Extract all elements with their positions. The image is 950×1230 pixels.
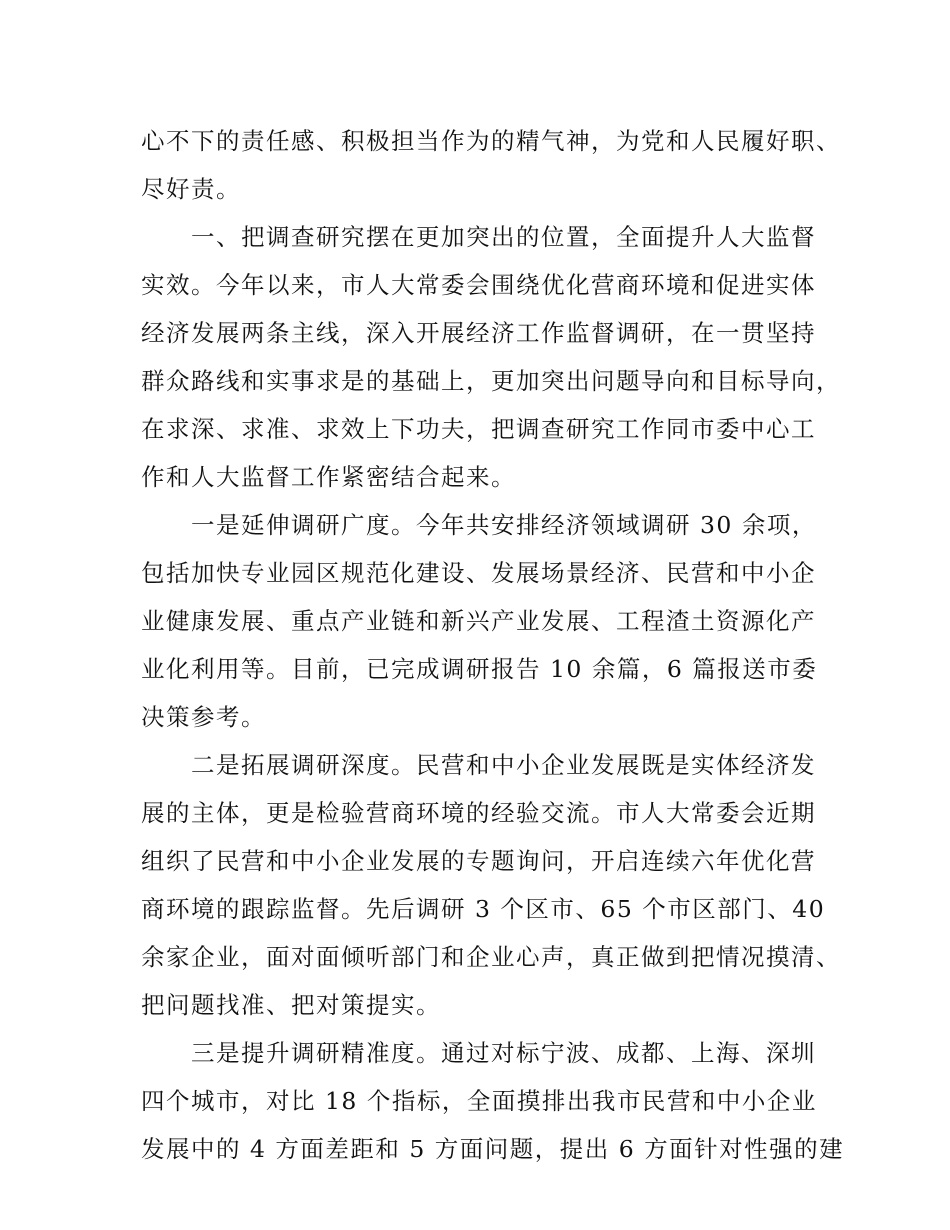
text-line: 余家企业，面对面倾听部门和企业心声，真正做到把情况摸清、 — [141, 943, 841, 971]
text-line: 经济发展两条主线，深入开展经济工作监督调研，在一贯坚持 — [141, 319, 816, 347]
section-heading-line: 一、把调查研究摆在更加突出的位置，全面提升人大监督 — [191, 223, 816, 251]
text-line: 作和人大监督工作紧密结合起来。 — [141, 463, 516, 491]
text-line: 业健康发展、重点产业链和新兴产业发展、工程渣土资源化产 — [141, 607, 816, 635]
text-line: 决策参考。 — [141, 703, 266, 731]
text-line: 四个城市，对比 18 个指标，全面摸排出我市民营和中小企业 — [141, 1087, 817, 1115]
text-line: 心不下的责任感、积极担当作为的精气神，为党和人民履好职、 — [141, 127, 841, 155]
text-line: 包括加快专业园区规范化建设、发展场景经济、民营和中小企 — [141, 559, 816, 587]
text-line: 组织了民营和中小企业发展的专题询问，开启连续六年优化营 — [141, 847, 816, 875]
paragraph-start-line: 三是提升调研精准度。通过对标宁波、成都、上海、深圳 — [191, 1039, 816, 1067]
paragraph-start-line: 二是拓展调研深度。民营和中小企业发展既是实体经济发 — [191, 751, 816, 779]
text-line: 展的主体，更是检验营商环境的经验交流。市人大常委会近期 — [141, 799, 816, 827]
text-line: 业化利用等。目前，已完成调研报告 10 余篇，6 篇报送市委 — [141, 655, 818, 683]
text-line: 商环境的跟踪监督。先后调研 3 个区市、65 个市区部门、40 — [141, 895, 826, 923]
text-line: 群众路线和实事求是的基础上，更加突出问题导向和目标导向， — [141, 367, 841, 395]
text-line: 实效。今年以来，市人大常委会围绕优化营商环境和促进实体 — [141, 271, 816, 299]
text-line: 尽好责。 — [141, 175, 241, 203]
document-body — [141, 117, 845, 1173]
paragraph-start-line: 一是延伸调研广度。今年共安排经济领域调研 30 余项， — [191, 511, 817, 539]
text-line: 在求深、求准、求效上下功夫，把调查研究工作同市委中心工 — [141, 415, 816, 443]
text-line: 发展中的 4 方面差距和 5 方面问题，提出 6 方面针对性强的建 — [141, 1135, 845, 1163]
text-line: 把问题找准、把对策提实。 — [141, 991, 441, 1019]
